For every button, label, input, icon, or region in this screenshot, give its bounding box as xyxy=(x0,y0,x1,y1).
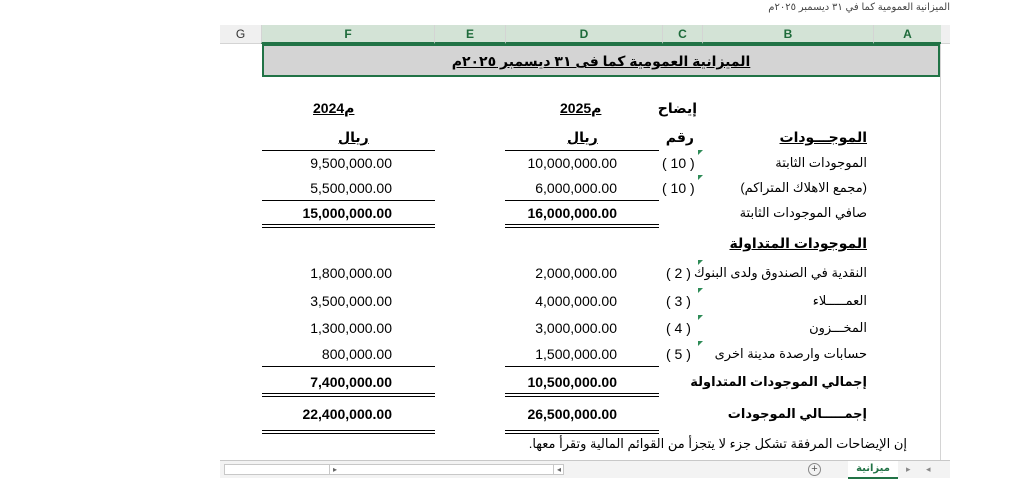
double-rule-f xyxy=(262,224,435,228)
left-margin xyxy=(0,20,220,488)
inventory-2025[interactable]: 3,000,000.00 xyxy=(535,320,617,336)
scroll-left-arrow-icon[interactable]: ◂ xyxy=(553,465,564,474)
customers-2024[interactable]: 3,500,000.00 xyxy=(310,293,392,309)
depreciation-2025[interactable]: 6,000,000.00 xyxy=(535,180,617,196)
cash-2024[interactable]: 1,800,000.00 xyxy=(310,265,392,281)
depreciation-label[interactable]: (مجمع الاهلاك المتراكم) xyxy=(740,180,867,195)
column-header-e[interactable]: E xyxy=(434,25,505,44)
window-titlebar xyxy=(0,0,1024,20)
inventory-label[interactable]: المخـــزون xyxy=(809,320,867,335)
net-fixed-assets-label[interactable]: صافي الموجودات الثابتة xyxy=(739,205,867,220)
fixed-assets-2024[interactable]: 9,500,000.00 xyxy=(310,155,392,171)
subtotal-rule-d xyxy=(505,200,659,201)
total-current-assets-label[interactable]: إجمالي الموجودات المتداولة xyxy=(690,374,867,389)
plus-circle-icon[interactable]: + xyxy=(808,463,821,476)
currency-header-d: ريال xyxy=(567,129,598,145)
horizontal-scrollbar[interactable] xyxy=(224,464,564,475)
sheet-tab-balance[interactable]: ميزانية xyxy=(848,461,898,479)
current-double-rule-d xyxy=(505,393,659,397)
current-double-rule-f xyxy=(262,393,435,397)
net-fixed-assets-2024[interactable]: 15,000,000.00 xyxy=(302,205,392,221)
total-assets-2024[interactable]: 22,400,000.00 xyxy=(302,406,392,422)
cash-2025[interactable]: 2,000,000.00 xyxy=(535,265,617,281)
total-assets-2025[interactable]: 26,500,000.00 xyxy=(527,406,617,422)
other-receivables-2024[interactable]: 800,000.00 xyxy=(321,346,392,362)
currency-header-f: ريال xyxy=(338,129,369,145)
other-receivables-2025[interactable]: 1,500,000.00 xyxy=(535,346,617,362)
footnote[interactable]: إن الإيضاحات المرفقة تشكل جزء لا يتجزأ من القوائم المالية وتقرأ معها. xyxy=(528,436,907,451)
title-cell[interactable] xyxy=(262,44,940,77)
total-current-assets-2024[interactable]: 7,400,000.00 xyxy=(310,374,392,390)
tab-nav-left-icon[interactable]: ◂ xyxy=(926,464,931,474)
sheet-title: الميزانية العمومية كما فى ٣١ ديسمبر ٢٠٢٥م xyxy=(451,53,751,69)
inventory-note[interactable]: ( 4 ) xyxy=(666,320,691,336)
cash-label[interactable]: النقدية في الصندوق ولدى البنوك xyxy=(693,265,867,280)
assets-heading: الموجـــودات xyxy=(779,129,867,145)
fixed-assets-note[interactable]: ( 10 ) xyxy=(662,155,695,171)
grand-total-rule-f xyxy=(262,430,435,434)
current-assets-heading[interactable]: الموجودات المتداولة xyxy=(729,235,867,251)
other-receivables-note[interactable]: ( 5 ) xyxy=(666,346,691,362)
sheet-tab-bar xyxy=(220,460,950,478)
depreciation-note[interactable]: ( 10 ) xyxy=(662,180,695,196)
note-header-line2: رقم xyxy=(665,129,694,145)
current-total-rule-f xyxy=(262,366,435,367)
tab-nav-right-icon[interactable]: ▸ xyxy=(906,464,911,474)
note-header-line1: إيضاح xyxy=(657,100,697,116)
other-receivables-label[interactable]: حسابات وارصدة مدينة اخرى xyxy=(714,346,867,361)
subtotal-rule-f xyxy=(262,200,435,201)
column-header-c[interactable]: C xyxy=(662,25,702,44)
customers-label[interactable]: العمـــــلاء xyxy=(812,293,867,308)
cash-note[interactable]: ( 2 ) xyxy=(666,265,691,281)
depreciation-2024[interactable]: 5,500,000.00 xyxy=(310,180,392,196)
sheet-right-edge xyxy=(940,44,941,460)
right-margin xyxy=(950,20,1024,488)
column-header-b[interactable]: B xyxy=(702,25,873,44)
total-current-assets-2025[interactable]: 10,500,000.00 xyxy=(527,374,617,390)
header-rule-f xyxy=(262,150,435,151)
header-rule-d xyxy=(505,150,659,151)
column-header-a[interactable]: A xyxy=(873,25,941,44)
scroll-right-arrow-icon[interactable]: ▸ xyxy=(329,465,340,474)
net-fixed-assets-2025[interactable]: 16,000,000.00 xyxy=(527,205,617,221)
window-title: الميزانية العمومية كما في ٣١ ديسمبر ٢٠٢٥م xyxy=(768,2,950,13)
year-2024-header: 2024م xyxy=(313,100,355,116)
inventory-2024[interactable]: 1,300,000.00 xyxy=(310,320,392,336)
fixed-assets-2025[interactable]: 10,000,000.00 xyxy=(527,155,617,171)
double-rule-d xyxy=(505,224,659,228)
column-header-f[interactable]: F xyxy=(261,25,434,44)
customers-2025[interactable]: 4,000,000.00 xyxy=(535,293,617,309)
total-assets-label[interactable]: إجمـــــالي الموجودات xyxy=(727,406,867,421)
customers-note[interactable]: ( 3 ) xyxy=(666,293,691,309)
column-header-bar xyxy=(220,25,950,44)
grand-total-rule-d xyxy=(505,430,659,434)
current-total-rule-d xyxy=(505,366,659,367)
column-header-g[interactable]: G xyxy=(235,27,246,41)
year-2025-header: 2025م xyxy=(560,100,602,116)
fixed-assets-label[interactable]: الموجودات الثابتة xyxy=(775,155,867,170)
column-header-d[interactable]: D xyxy=(505,25,662,44)
